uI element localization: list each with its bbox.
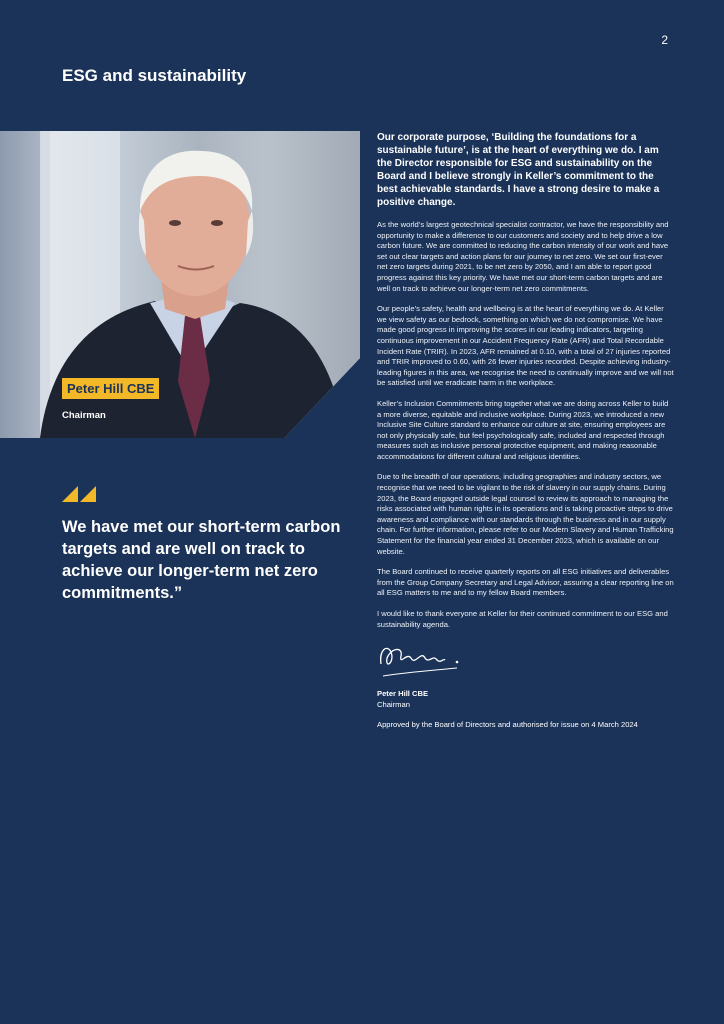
intro-statement: Our corporate purpose, ‘Building the foundations for a sustainable future’, is at the heart of everything we do. I am the Director responsible for ESG and sustainability on the Board and I believe strongly in Keller’s commitment to the best achievable standards. I have a strong desire to make a positive change. xyxy=(377,132,660,208)
quote-mark-icon xyxy=(62,486,98,507)
signer-role: Chairman xyxy=(377,699,410,709)
pull-quote: We have met our short-term carbon targets and are well on track to achieve our longer-term net zero commitments.” xyxy=(62,518,341,602)
name-badge: Peter Hill CBE xyxy=(62,378,159,399)
paragraph: The Board continued to receive quarterly reports on all ESG initiatives and deliverables from the Group Company Secretary and Legal Advisor, assuring a clear reporting line on all ESG matters to me and to my fellow Board members. xyxy=(377,567,674,598)
approval-note: Approved by the Board of Directors and authorised for issue on 4 March 2024 xyxy=(377,720,638,730)
paragraph: As the world’s largest geotechnical specialist contractor, we have the responsibility and opportunity to make a difference to our customers and society and to help drive a low carbon future. We are committed to reducing the carbon intensity of our work and have set out clear targets and action plans for our journey to net zero. We set our first-ever net zero targets during 2021, to be net zero by 2050, and I am able to report good progress against this key priority. We have met our short-term carbon targets and are well on track to achieve our longer-term net zero commitments. xyxy=(377,220,669,293)
name-role: Chairman xyxy=(62,410,106,421)
page-title: ESG and sustainability xyxy=(62,66,247,85)
signature-icon xyxy=(377,640,674,685)
portrait-illustration xyxy=(0,131,360,438)
page-number: 2 xyxy=(661,33,668,47)
portrait-photo xyxy=(0,131,360,438)
paragraph: Due to the breadth of our operations, including geographies and industry sectors, we recognise that we need to be vigilant to the risk of slavery in our supply chains. During 2023, the Board engaged outside legal counsel to review its approach to managing the risks associated with human rights in its operations and is taking proactive steps to drive awareness and compliance with our standards through the business and in our supply chain. For further information, please refer to our Modern Slavery and Human Trafficking Statement for the financial year ended 31 December 2023, which is available on our website. xyxy=(377,472,674,556)
signer-name: Peter Hill CBE xyxy=(377,689,429,699)
statement-column xyxy=(377,131,674,731)
paragraph: I would like to thank everyone at Keller for their continued commitment to our ESG and sustainability agenda. xyxy=(377,609,668,629)
paragraph: Our people’s safety, health and wellbeing is at the heart of everything we do. At Keller we view safety as our bedrock, something on which we do not compromise. We have made good progress in improving the scores in our leading indicators, targeting continuous improvement in our Accident Frequency Rate (AFR) and Total Recordable Incident Rate (TRIR). In 2023, AFR remained at 0.10, with a total of 27 injuries reported and TRIR improved to 0.60, with 26 fewer injuries recorded. Despite achieving industry-leading figures in this area, we recognise the need to continually improve and we will not be satisfied until we eradicate harm in the workplace. xyxy=(377,304,674,388)
paragraph: Keller’s Inclusion Commitments bring together what we are doing across Keller to build a more diverse, equitable and inclusive workplace. During 2023, we introduced a new Inclusive Site Culture standard to enhance our culture at site, ensuring employees are not only physically safe, but feel psychologically safe, included and respected through measures such as inclusive personal protective equipment, and making reasonable accommodations for different cultural and religious identities. xyxy=(377,398,669,461)
